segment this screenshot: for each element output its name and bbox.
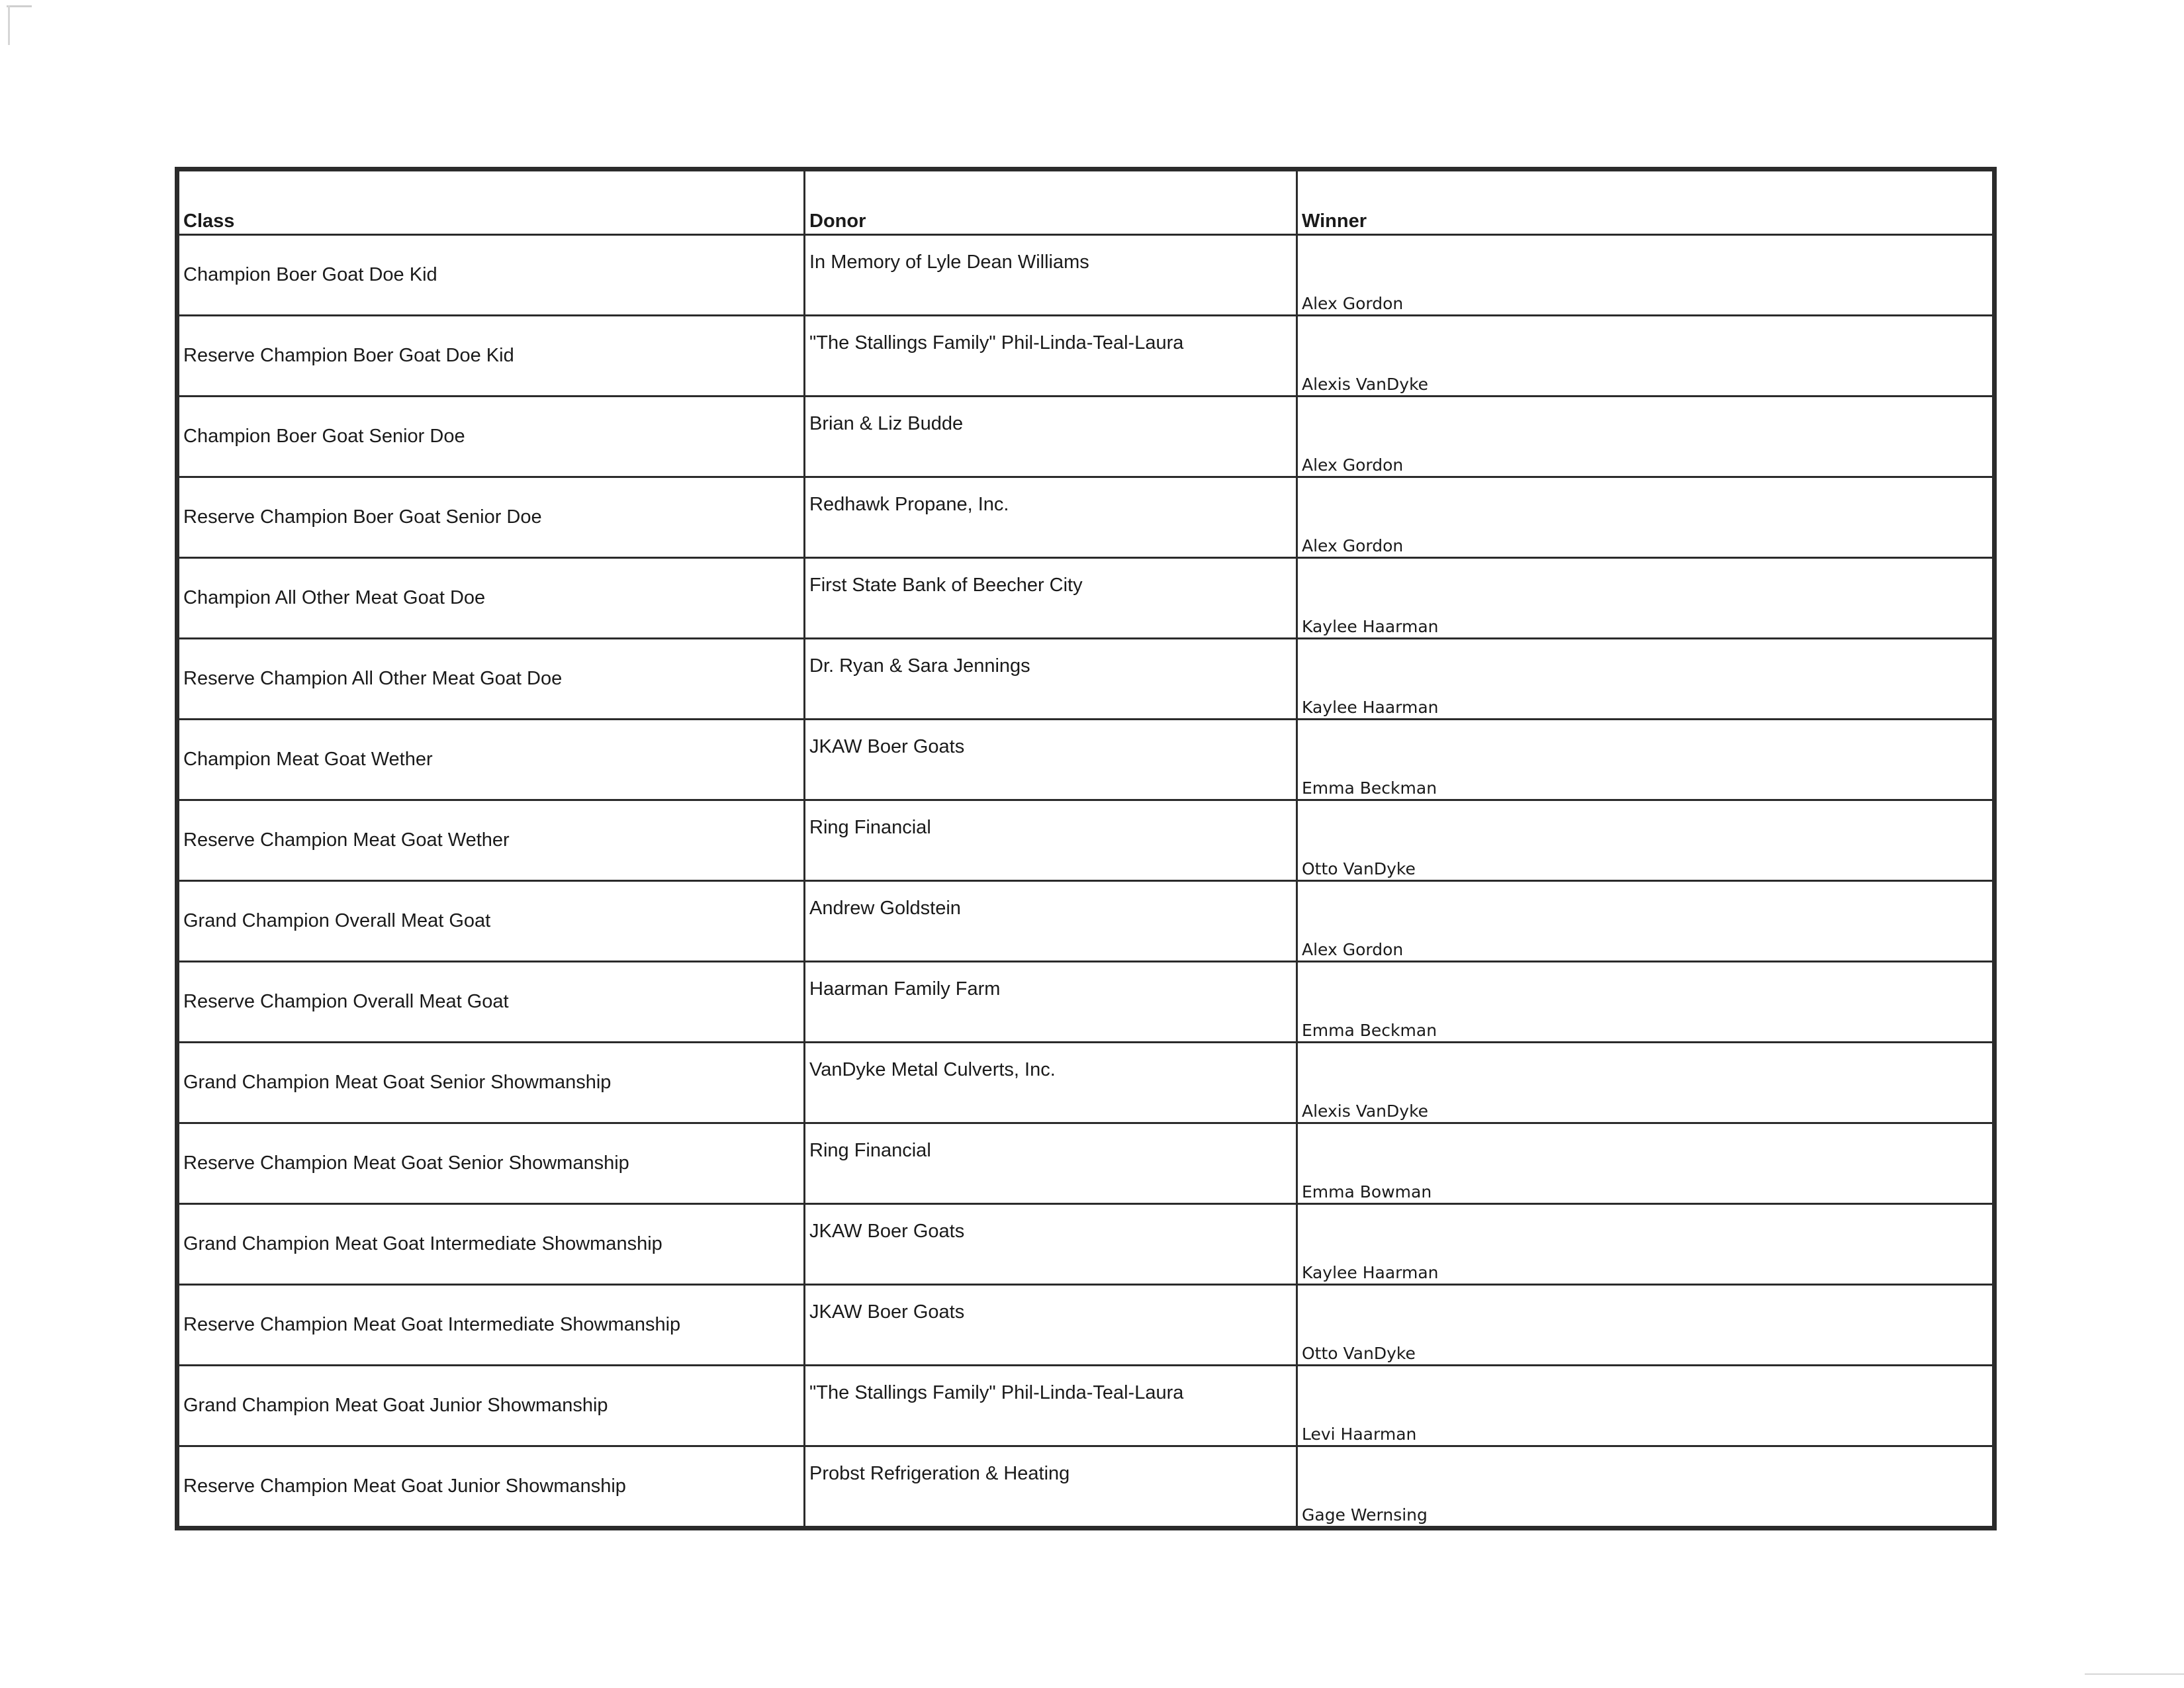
donor-cell: Andrew Goldstein	[805, 881, 1297, 962]
donor-cell: Ring Financial	[805, 800, 1297, 881]
winner-cell: Levi Haarman	[1297, 1366, 1995, 1446]
donor-cell: Dr. Ryan & Sara Jennings	[805, 639, 1297, 720]
table-row	[177, 1366, 1995, 1446]
table-row	[177, 1285, 1995, 1366]
winner-cell: Kaylee Haarman	[1297, 639, 1995, 720]
table-row	[177, 1204, 1995, 1285]
donor-cell: VanDyke Metal Culverts, Inc.	[805, 1043, 1297, 1123]
header-row	[177, 169, 1995, 235]
table-row	[177, 639, 1995, 720]
donor-cell: "The Stallings Family" Phil-Linda-Teal-Laura	[805, 1366, 1297, 1446]
winner-column-header: Winner	[1297, 169, 1995, 235]
table-row	[177, 881, 1995, 962]
class-column-header: Class	[177, 169, 805, 235]
winner-cell: Otto VanDyke	[1297, 1285, 1995, 1366]
table-row	[177, 316, 1995, 397]
table-body	[177, 235, 1995, 1528]
winner-cell: Kaylee Haarman	[1297, 558, 1995, 639]
scan-edge-mark	[7, 5, 32, 7]
donor-cell: Haarman Family Farm	[805, 962, 1297, 1043]
class-cell: Grand Champion Meat Goat Senior Showmanship	[177, 1043, 805, 1123]
class-cell: Champion Meat Goat Wether	[177, 720, 805, 800]
class-cell: Grand Champion Meat Goat Intermediate Showmanship	[177, 1204, 805, 1285]
winner-cell: Emma Bowman	[1297, 1123, 1995, 1204]
class-cell: Champion Boer Goat Doe Kid	[177, 235, 805, 316]
donor-cell: First State Bank of Beecher City	[805, 558, 1297, 639]
class-cell: Grand Champion Overall Meat Goat	[177, 881, 805, 962]
class-cell: Reserve Champion Meat Goat Senior Showmanship	[177, 1123, 805, 1204]
donor-cell: JKAW Boer Goats	[805, 1204, 1297, 1285]
donor-cell: Brian & Liz Budde	[805, 397, 1297, 477]
class-cell: Reserve Champion Boer Goat Senior Doe	[177, 477, 805, 558]
table-row	[177, 477, 1995, 558]
class-cell: Grand Champion Meat Goat Junior Showmanship	[177, 1366, 805, 1446]
winner-cell: Alexis VanDyke	[1297, 1043, 1995, 1123]
class-cell: Champion All Other Meat Goat Doe	[177, 558, 805, 639]
winner-cell: Kaylee Haarman	[1297, 1204, 1995, 1285]
scan-edge-mark	[8, 5, 10, 45]
winner-cell: Alex Gordon	[1297, 235, 1995, 316]
class-cell: Reserve Champion Meat Goat Wether	[177, 800, 805, 881]
awards-table	[175, 167, 1997, 1530]
class-cell: Reserve Champion Meat Goat Intermediate Showmanship	[177, 1285, 805, 1366]
donor-cell: Ring Financial	[805, 1123, 1297, 1204]
class-cell: Reserve Champion All Other Meat Goat Doe	[177, 639, 805, 720]
winner-cell: Alex Gordon	[1297, 881, 1995, 962]
donor-cell: Probst Refrigeration & Heating	[805, 1446, 1297, 1528]
class-cell: Reserve Champion Overall Meat Goat	[177, 962, 805, 1043]
donor-cell: JKAW Boer Goats	[805, 1285, 1297, 1366]
winner-cell: Gage Wernsing	[1297, 1446, 1995, 1528]
winner-cell: Emma Beckman	[1297, 720, 1995, 800]
winner-cell: Alex Gordon	[1297, 477, 1995, 558]
table-row	[177, 1446, 1995, 1528]
table-row	[177, 1043, 1995, 1123]
table-row	[177, 397, 1995, 477]
donor-column-header: Donor	[805, 169, 1297, 235]
donor-cell: Redhawk Propane, Inc.	[805, 477, 1297, 558]
donor-cell: In Memory of Lyle Dean Williams	[805, 235, 1297, 316]
donor-cell: JKAW Boer Goats	[805, 720, 1297, 800]
class-cell: Reserve Champion Boer Goat Doe Kid	[177, 316, 805, 397]
scan-edge-mark	[2085, 1673, 2184, 1675]
table-row	[177, 235, 1995, 316]
winner-cell: Alexis VanDyke	[1297, 316, 1995, 397]
table-row	[177, 558, 1995, 639]
table-row	[177, 1123, 1995, 1204]
donor-cell: "The Stallings Family" Phil-Linda-Teal-Laura	[805, 316, 1297, 397]
table-header	[177, 169, 1995, 235]
winner-cell: Alex Gordon	[1297, 397, 1995, 477]
table-row	[177, 962, 1995, 1043]
table-row	[177, 800, 1995, 881]
class-cell: Champion Boer Goat Senior Doe	[177, 397, 805, 477]
winner-cell: Otto VanDyke	[1297, 800, 1995, 881]
table-row	[177, 720, 1995, 800]
winner-cell: Emma Beckman	[1297, 962, 1995, 1043]
class-cell: Reserve Champion Meat Goat Junior Showmanship	[177, 1446, 805, 1528]
